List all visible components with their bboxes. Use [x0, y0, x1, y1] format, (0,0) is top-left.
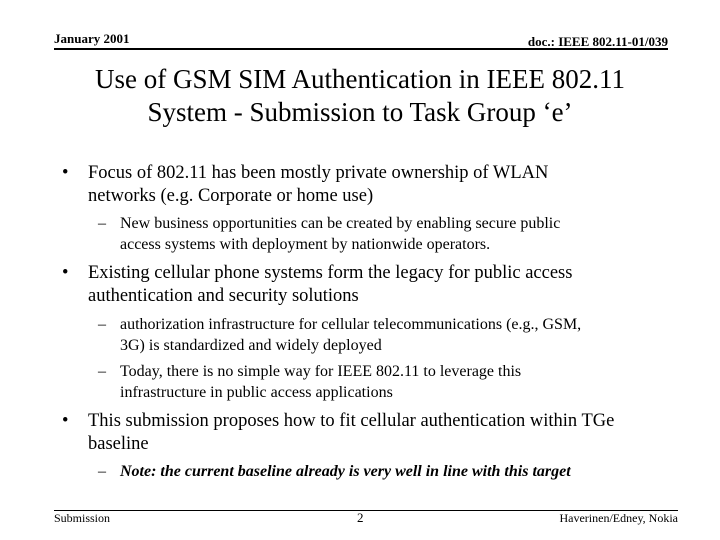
sub-bullet-text — [120, 314, 650, 356]
bullet-marker: • — [62, 163, 69, 183]
bullet-line: Existing cellular phone systems form the legacy for public access — [88, 263, 573, 283]
sub-bullet-line: 3G) is standardized and widely deployed — [120, 337, 382, 354]
dash-marker: – — [98, 363, 106, 380]
sub-bullet-text — [120, 461, 650, 482]
bullet-text — [88, 410, 668, 456]
dash-marker: – — [98, 463, 106, 480]
header-date: January 2001 — [54, 31, 130, 46]
header-doc-id: doc.: IEEE 802.11-01/039 — [527, 34, 668, 49]
sub-bullet-line: Note: the current baseline already is very well in line with this target — [120, 463, 571, 480]
page-number: 2 — [357, 510, 364, 525]
dash-marker: – — [98, 215, 106, 232]
sub-bullet-line: New business opportunities can be created by enabling secure public — [120, 215, 561, 232]
bullet-line: This submission proposes how to fit cellular authentication within TGe — [88, 411, 615, 431]
sub-bullet-text — [120, 361, 650, 403]
bullet-line: baseline — [88, 434, 149, 454]
bullet-marker: • — [62, 411, 69, 431]
sub-bullet-text — [120, 213, 650, 255]
bullet-text — [88, 262, 668, 308]
footer-authors: Haverinen/Edney, Nokia — [559, 511, 678, 525]
sub-bullet-line: infrastructure in public access applications — [120, 384, 393, 401]
title-line-1: Use of GSM SIM Authentication in IEEE 802.11 — [95, 64, 625, 94]
sub-bullet-line: authorization infrastructure for cellular telecommunications (e.g., GSM, — [120, 316, 582, 333]
bullet-line: Focus of 802.11 has been mostly private ownership of WLAN — [88, 163, 549, 183]
bullet-text — [88, 162, 668, 208]
bullet-line: authentication and security solutions — [88, 286, 359, 306]
sub-bullet-line: access systems with deployment by nationwide operators. — [120, 236, 491, 253]
bullet-line: networks (e.g. Corporate or home use) — [88, 186, 374, 206]
bullet-marker: • — [62, 263, 69, 283]
sub-bullet-line: Today, there is no simple way for IEEE 802.11 to leverage this — [120, 363, 522, 380]
footer-label: Submission — [54, 511, 111, 525]
dash-marker: – — [98, 316, 106, 333]
title-line-2: System - Submission to Task Group ‘e’ — [147, 97, 573, 127]
